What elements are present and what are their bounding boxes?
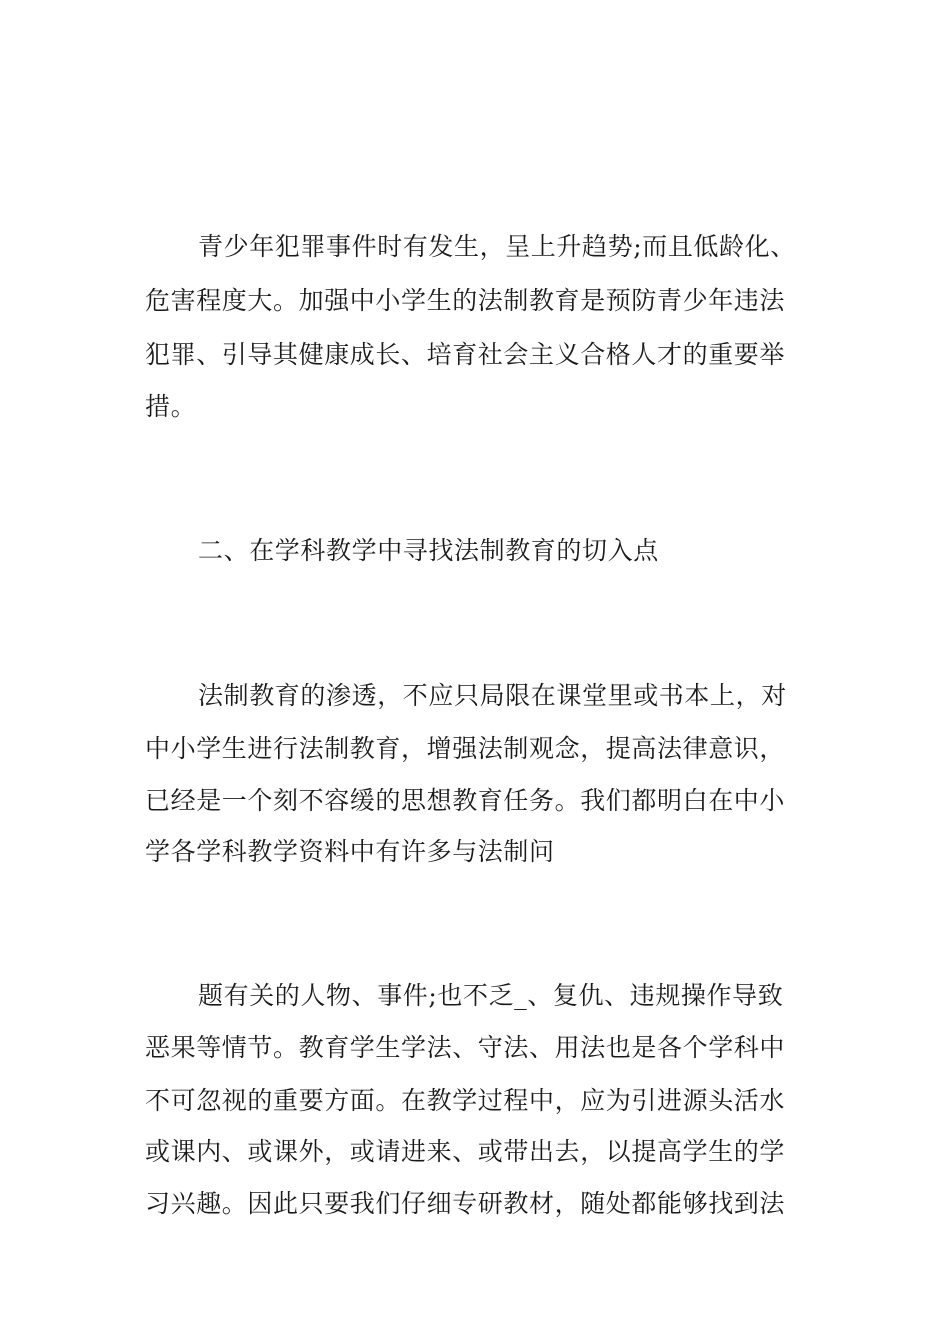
paragraph-2-line-1: 法制教育的渗透，不应只局限在课堂里或书本上，对	[198, 681, 787, 710]
paragraph-1-line-3: 犯罪、引导其健康成长、培育社会主义合格人才的重要举	[145, 340, 786, 369]
paragraph-1-line-4: 措。	[145, 392, 197, 421]
paragraph-3-line-5: 习兴趣。因此只要我们仔细专研教材，随处都能够找到法	[145, 1189, 786, 1218]
paragraph-2-line-3: 已经是一个刻不容缓的思想教育任务。我们都明白在中小	[145, 786, 786, 815]
paragraph-3-line-3: 不可忽视的重要方面。在教学过程中，应为引进源头活水	[145, 1086, 786, 1115]
paragraph-3-line-4: 或课内、或课外，或请进来、或带出去，以提高学生的学	[145, 1137, 786, 1166]
paragraph-3-line-2: 恶果等情节。教育学生学法、守法、用法也是各个学科中	[145, 1033, 786, 1062]
paragraph-2-line-2: 中小学生进行法制教育，增强法制观念，提高法律意识，	[145, 734, 786, 763]
section-heading: 二、在学科教学中寻找法制教育的切入点	[198, 536, 659, 565]
paragraph-3-line-1: 题有关的人物、事件;也不乏_、复仇、违规操作导致	[198, 981, 784, 1010]
paragraph-1-line-2: 危害程度大。加强中小学生的法制教育是预防青少年违法	[145, 286, 786, 315]
paragraph-1-line-1: 青少年犯罪事件时有发生，呈上升趋势;而且低龄化、	[198, 232, 796, 261]
paragraph-2-line-4: 学各学科教学资料中有许多与法制问	[145, 837, 555, 866]
